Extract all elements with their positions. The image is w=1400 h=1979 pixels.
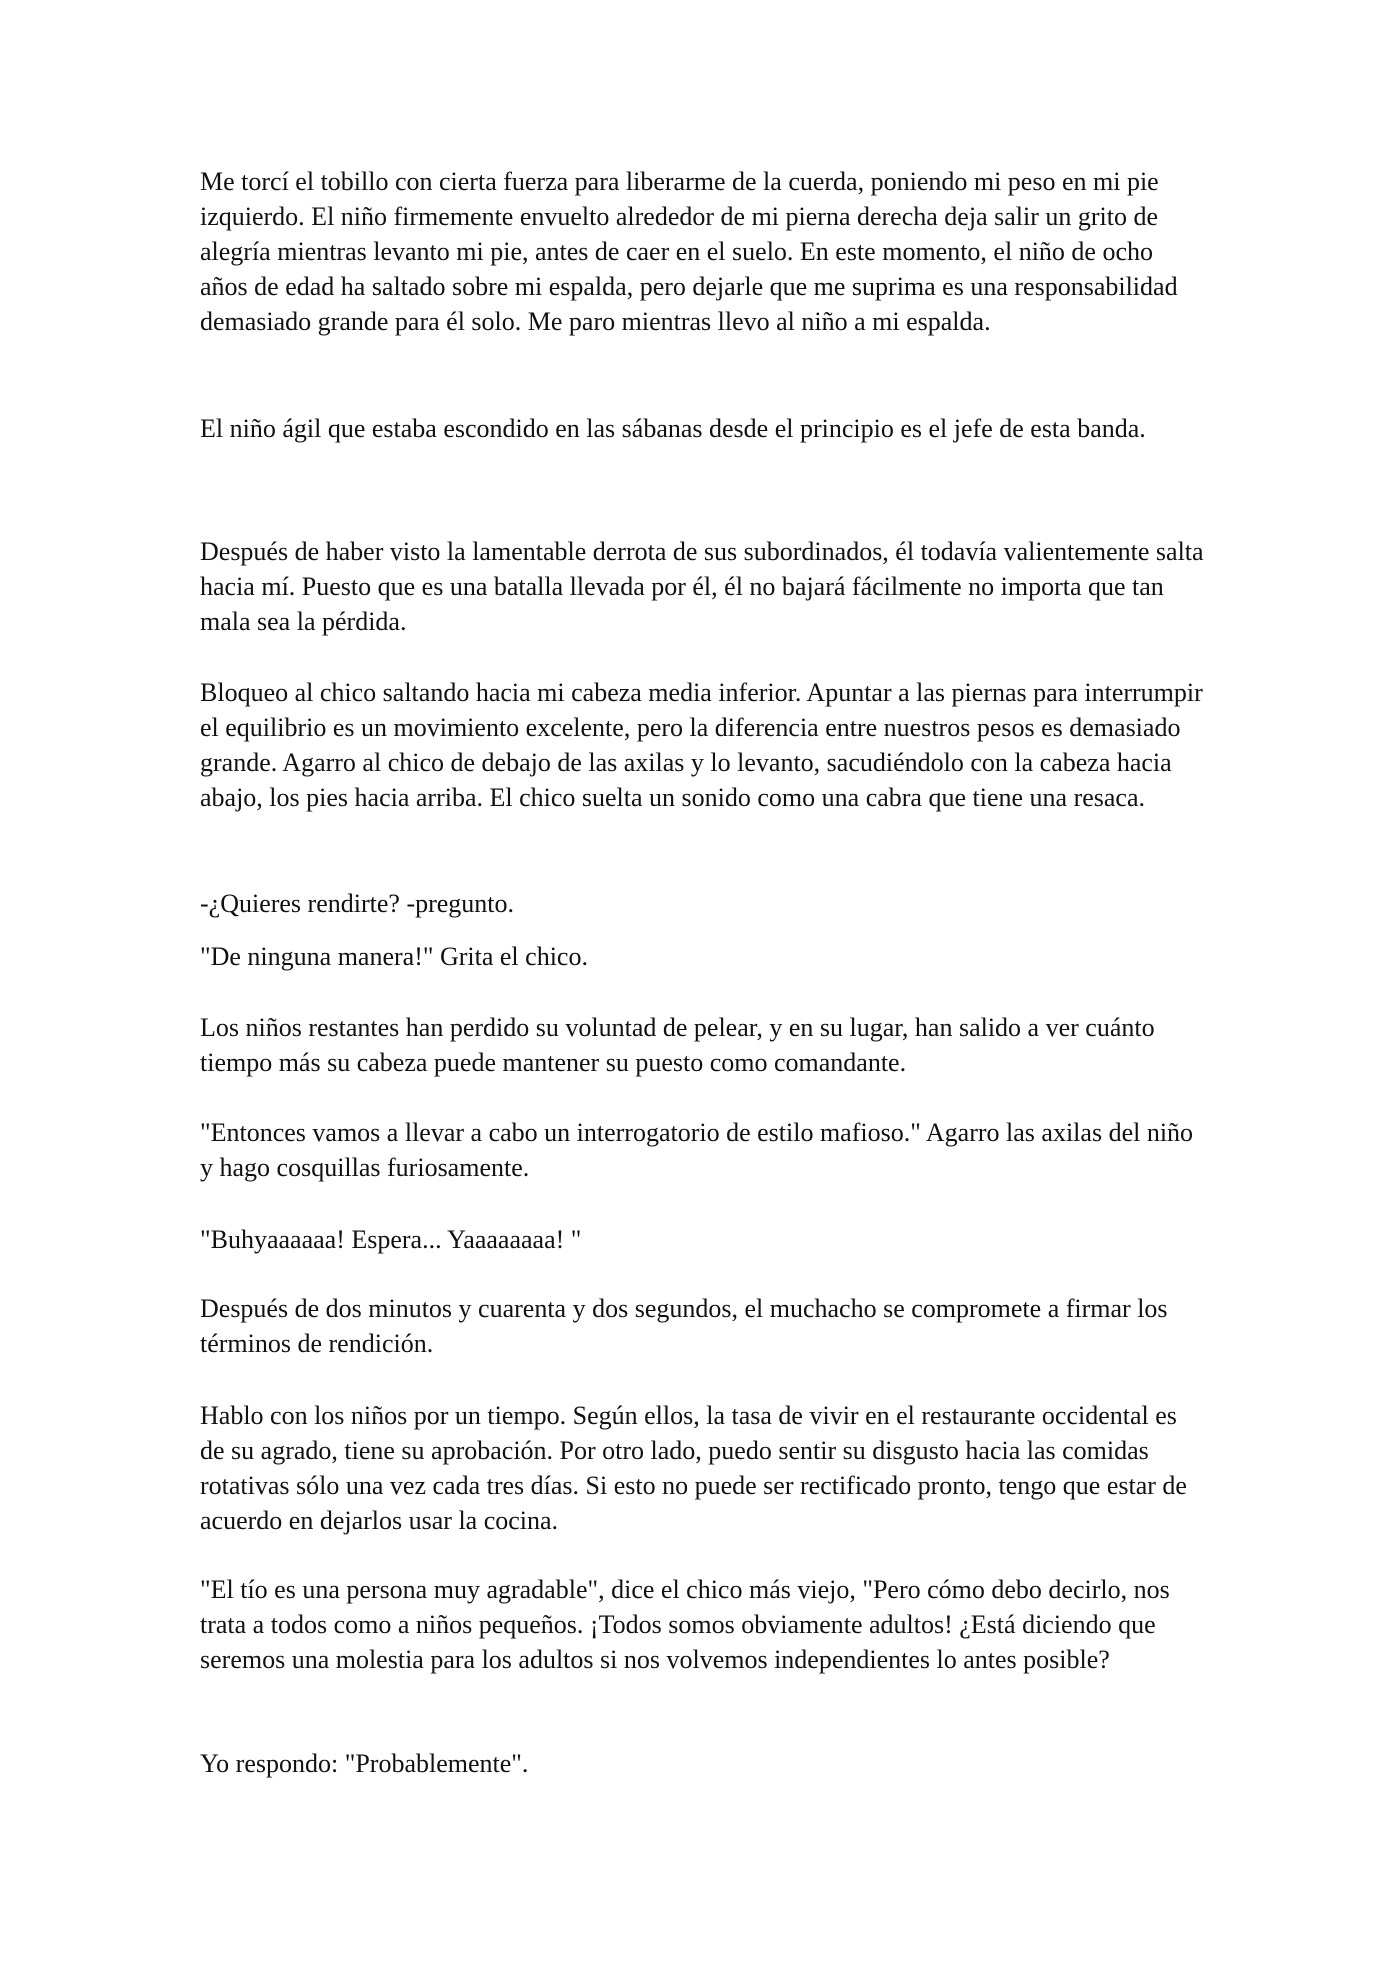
paragraph-text: Yo respondo: "Probablemente". bbox=[200, 1749, 529, 1778]
paragraph-text: "Entonces vamos a llevar a cabo un interrogatorio de estilo mafioso." Agarro las axilas del niño y hago cosquillas furiosamente. bbox=[200, 1118, 1194, 1182]
paragraph-text: Los niños restantes han perdido su voluntad de pelear, y en su lugar, han salido a ver cuánto tiempo más su cabeza puede mantener su puesto como comandante. bbox=[200, 1013, 1155, 1077]
paragraph-text: "El tío es una persona muy agradable", dice el chico más viejo, "Pero cómo debo decirlo, nos trata a todos como a niños pequeños. ¡Todos somos obviamente adultos! ¿Está diciendo que seremos una molestia para los adultos si nos volvemos independientes lo antes posible? bbox=[200, 1575, 1170, 1674]
paragraph-8 bbox=[200, 1115, 1205, 1185]
paragraph-10 bbox=[200, 1291, 1205, 1361]
paragraph-11 bbox=[200, 1398, 1205, 1538]
paragraph-text: Me torcí el tobillo con cierta fuerza para liberarme de la cuerda, poniendo mi peso en mi pie izquierdo. El niño firmemente envuelto alrededor de mi pierna derecha deja salir un grito de alegría mientras levanto mi pie, antes de caer en el suelo. En este momento, el niño de ocho años de edad ha saltado sobre mi espalda, pero dejarle que me suprima es una responsabilidad demasiado grande para él solo. Me paro mientras llevo al niño a mi espalda. bbox=[200, 167, 1178, 336]
paragraph-5 bbox=[200, 886, 1205, 921]
paragraph-text: -¿Quieres rendirte? -pregunto. bbox=[200, 889, 515, 918]
paragraph-text: "Buhyaaaaaa! Espera... Yaaaaaaaa! " bbox=[200, 1225, 582, 1254]
paragraph-text: El niño ágil que estaba escondido en las sábanas desde el principio es el jefe de esta banda. bbox=[200, 414, 1146, 443]
paragraph-9 bbox=[200, 1222, 1205, 1257]
paragraph-text: Hablo con los niños por un tiempo. Según ellos, la tasa de vivir en el restaurante occidental es de su agrado, tiene su aprobación. Por otro lado, puedo sentir su disgusto hacia las comidas rotativas sólo una vez cada tres días. Si esto no puede ser rectificado pronto, tengo que estar de acuerdo en dejarlos usar la cocina. bbox=[200, 1401, 1187, 1535]
paragraph-4 bbox=[200, 675, 1205, 815]
paragraph-12 bbox=[200, 1572, 1205, 1677]
paragraph-3 bbox=[200, 534, 1205, 639]
paragraph-text: Después de dos minutos y cuarenta y dos segundos, el muchacho se compromete a firmar los términos de rendición. bbox=[200, 1294, 1168, 1358]
paragraph-6 bbox=[200, 939, 1205, 974]
paragraph-7 bbox=[200, 1010, 1205, 1080]
paragraph-13 bbox=[200, 1746, 1205, 1781]
paragraph-2 bbox=[200, 411, 1205, 446]
paragraph-text: "De ninguna manera!" Grita el chico. bbox=[200, 942, 588, 971]
paragraph-1 bbox=[200, 164, 1205, 339]
paragraph-text: Después de haber visto la lamentable derrota de sus subordinados, él todavía valientemente salta hacia mí. Puesto que es una batalla llevada por él, él no bajará fácilmente no importa que tan mala sea la pérdida. bbox=[200, 537, 1204, 636]
paragraph-text: Bloqueo al chico saltando hacia mi cabeza media inferior. Apuntar a las piernas para interrumpir el equilibrio es un movimiento excelente, pero la diferencia entre nuestros pesos es demasiado grande. Agarro al chico de debajo de las axilas y lo levanto, sacudiéndolo con la cabeza hacia abajo, los pies hacia arriba. El chico suelta un sonido como una cabra que tiene una resaca. bbox=[200, 678, 1203, 812]
